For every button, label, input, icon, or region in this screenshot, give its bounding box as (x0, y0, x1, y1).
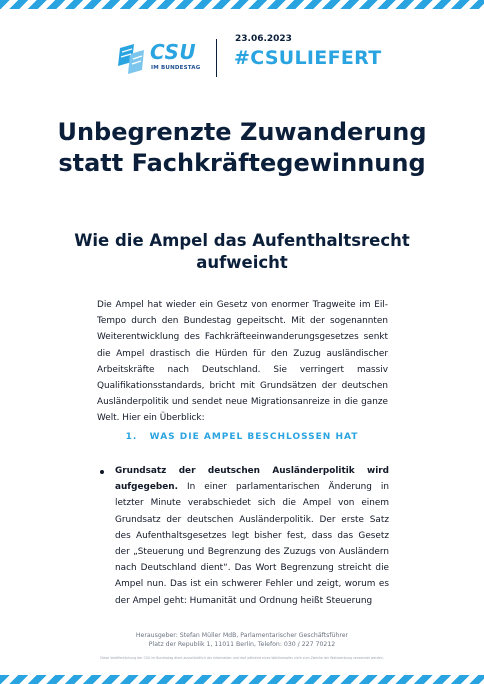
logo-wordmark: CSU (150, 40, 197, 64)
section-heading (0, 432, 484, 442)
publication-date: 23.06.2023 (235, 34, 292, 44)
bullet-text: In einer parlamentarischen Änderung in letzter Minute verabschiedet sich die Ampel von einem Grundsatz der deutschen Ausländerpolitik. Der erste Satz des Aufenthaltsgesetzes legt bisher fest, dass das Gesetz der „Steuerung und Begrenzung des Zuzugs von Ausländern nach Deutschland dient“. Das Wort Begrenzung streicht die Ampel nun. Das ist ein schwerer Fehler und zeigt, worum es der Ampel geht: Humanität und Ordnung heißt Steuerung (115, 482, 389, 606)
intro-paragraph: Die Ampel hat wieder ein Gesetz von enormer Tragweite im Eil-Tempo durch den Bundestag gepeitscht. Mit der sogenannten Weiterentwicklung des Fachkräfteeinwanderungsgesetzes senkt die Ampel drastisch die Hürden für den Zuzug ausländischer Arbeitskräfte nach Deutschland. Sie verringert massiv Qualifikationsstandards, bricht mit Grundsätzen der deutschen Ausländerpolitik und sendet neue Migrationsanreize in die ganze Welt. Hier ein Überblick: (97, 300, 388, 424)
footer-fine-print: Diese Veröffentlichung der CSU im Bundestag dient ausschließlich der Information und darf während eines Wahlkampfes nicht zum Zwecke der Wahlwerbung verwendet werden. (100, 656, 384, 660)
section-title: WAS DIE AMPEL BESCHLOSSEN HAT (149, 432, 359, 442)
bullet-dot-icon (100, 470, 104, 474)
header (0, 30, 484, 80)
page-subtitle: Wie die Ampel das Aufenthaltsrecht aufweicht (74, 231, 410, 272)
bullet-lead: Grundsatz der deutschen Ausländerpolitik wird aufgegeben. (115, 466, 389, 493)
footer-publisher: Herausgeber: Stefan Müller MdB, Parlamentarischer Geschäftsführer (135, 632, 349, 639)
logo-subline: IM BUNDESTAG (151, 65, 201, 71)
bullet-item (115, 463, 389, 609)
footer (0, 631, 484, 649)
section-number: 1. (125, 432, 138, 442)
header-divider (216, 39, 217, 77)
page-title: Unbegrenzte Zuwanderung statt Fachkräftegewinnung (57, 118, 427, 177)
csu-logo (116, 40, 206, 82)
bottom-stripe-border (0, 675, 484, 684)
top-stripe-border (0, 0, 484, 9)
hashtag: #CSULIEFERT (234, 47, 382, 69)
csu-logo-mark-icon (116, 42, 146, 76)
footer-address: Platz der Republik 1, 11011 Berlin, Telefon: 030 / 227 70212 (148, 641, 336, 648)
